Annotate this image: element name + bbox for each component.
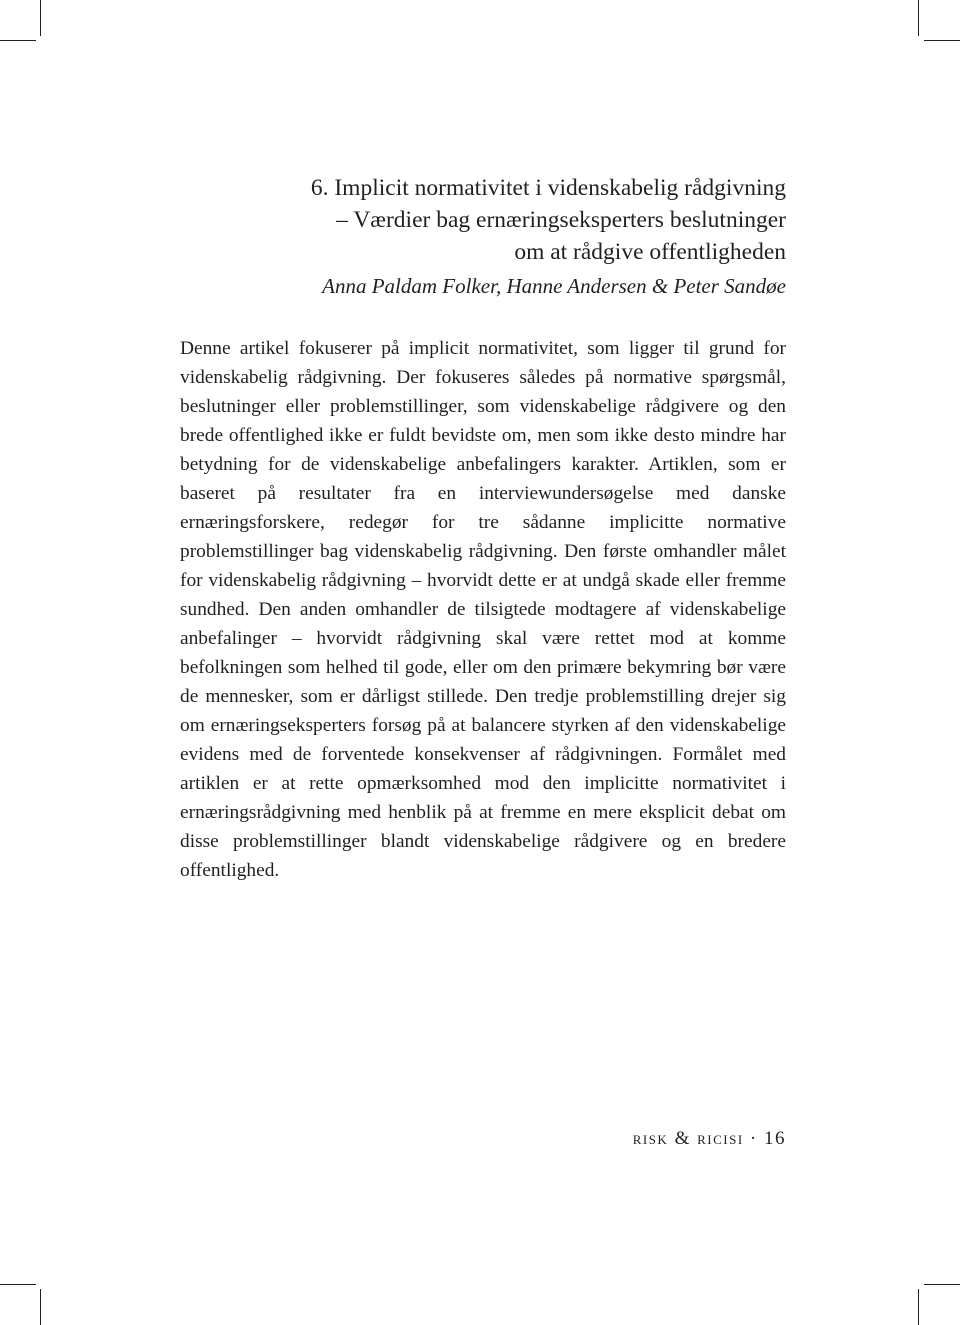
crop-mark-bottom-left-horizontal xyxy=(0,1284,36,1285)
chapter-authors: Anna Paldam Folker, Hanne Andersen & Peter Sandøe xyxy=(322,274,786,298)
crop-mark-bottom-left xyxy=(40,1289,41,1325)
chapter-title-line-1: 6. Implicit normativitet i videnskabelig rådgivning xyxy=(310,175,786,201)
crop-mark-top-right-horizontal xyxy=(924,40,960,41)
running-footer: risk & ricisi · 16 xyxy=(632,1128,786,1149)
crop-mark-bottom-right-horizontal xyxy=(924,1284,960,1285)
crop-mark-top-right xyxy=(918,0,919,36)
chapter-title-line-2: – Værdier bag ernæringseksperters beslutninger xyxy=(336,207,786,233)
abstract xyxy=(180,334,786,885)
chapter-title-line-3: om at rådgive offentligheden xyxy=(514,239,786,265)
crop-mark-bottom-right xyxy=(918,1289,919,1325)
crop-mark-top-left-horizontal xyxy=(0,40,36,41)
crop-mark-top-left xyxy=(40,0,41,36)
chapter-heading xyxy=(180,172,786,301)
abstract-paragraph: Denne artikel fokuserer på implicit normativitet, som ligger til grund for videnskabelig rådgivning. Der fokuseres således på normative spørgsmål, beslutninger eller problemstillinger, som videnskabelige rådgivere og den brede offentlighed ikke er fuldt bevidste om, men som ikke desto mindre har betydning for de videnskabelige anbefalingers karakter. Artiklen, som er baseret på resultater fra en interviewundersøgelse med danske ernæringsforskere, redegør for tre sådanne implicitte normative problemstillinger bag videnskabelig rådgivning. Den første omhandler målet for videnskabelig rådgivning – hvorvidt dette er at undgå skade eller fremme sundhed. Den anden omhandler de tilsigtede modtagere af videnskabelige anbefalinger – hvorvidt rådgivning skal være rettet mod at komme befolkningen som helhed til gode, eller om den primære bekymring bør være de mennesker, som er dårligst stillede. Den tredje problemstilling drejer sig om ernæringseksperters forsøg på at balancere styrken af den videnskabelige evidens med de forventede konsekvenser af rådgivningen. Formålet med artiklen er at rette opmærksomhed mod den implicitte normativitet i ernæringsrådgivning med henblik på at fremme en mere eksplicit debat om disse problemstillinger blandt videnskabelige rådgivere og en bredere offentlighed. xyxy=(180,338,786,881)
